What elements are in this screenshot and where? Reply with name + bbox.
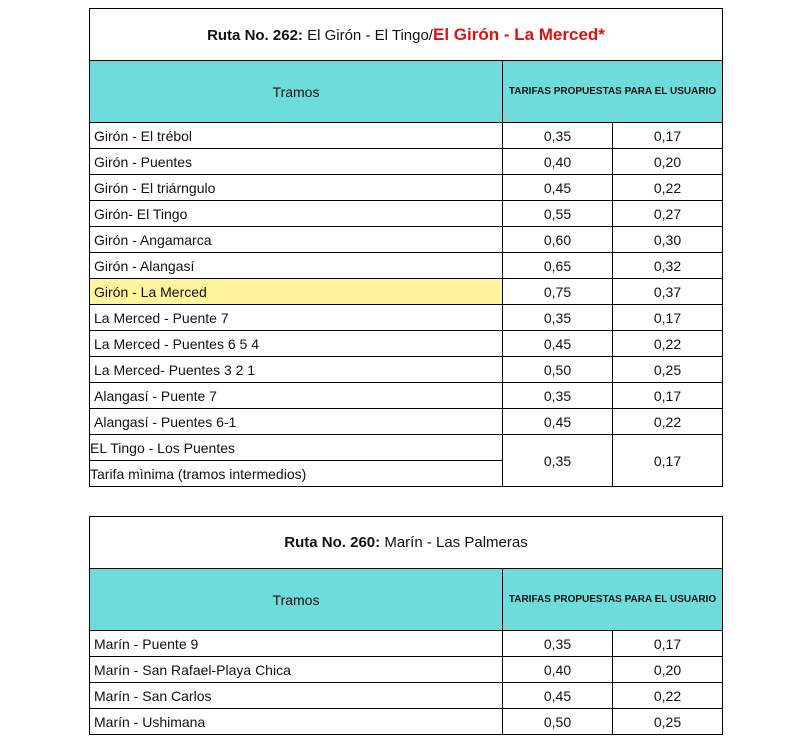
fare-a: 0,65: [503, 253, 613, 279]
fare-a: 0,40: [503, 657, 613, 683]
fare-a: 0,55: [503, 201, 613, 227]
table-row: [90, 253, 723, 279]
segment-name: Girón - El trébol: [90, 123, 503, 149]
fare-a: 0,35: [503, 631, 613, 657]
fare-b: 0,20: [613, 149, 723, 175]
fare-a: 0,35: [503, 123, 613, 149]
table-row: [90, 357, 723, 383]
fare-b: 0,25: [613, 709, 723, 735]
segment-name: Marín - San Carlos: [90, 683, 503, 709]
segment-name: Alangasí - Puentes 6-1: [90, 409, 503, 435]
segment-name: Alangasí - Puente 7: [90, 383, 503, 409]
route-262-header-tramos: Tramos: [90, 61, 503, 123]
table-row: [90, 305, 723, 331]
route-260-header-tarifas: TARIFAS PROPUESTAS PARA EL USUARIO: [503, 569, 723, 631]
segment-name: Girón - Puentes: [90, 149, 503, 175]
fare-a: 0,45: [503, 683, 613, 709]
route-262-title-red: El Girón - La Merced*: [432, 24, 605, 44]
segment-name: Girón - El triárngulo: [90, 175, 503, 201]
route-262-merged-name-1: EL Tingo - Los Puentes: [90, 435, 503, 461]
table-row: [90, 683, 723, 709]
table-row: [90, 657, 723, 683]
fare-b: 0,22: [613, 683, 723, 709]
fare-b: 0,17: [613, 305, 723, 331]
fare-b: 0,17: [613, 383, 723, 409]
segment-name: La Merced - Puente 7: [90, 305, 503, 331]
fare-b: 0,37: [613, 279, 723, 305]
table-row: [90, 331, 723, 357]
route-260-title-main: Marín - Las Palmeras: [384, 534, 528, 551]
table-row: [90, 631, 723, 657]
route-260-title-prefix: Ruta No. 260:: [284, 534, 385, 551]
fare-a: 0,45: [503, 409, 613, 435]
fare-a: 0,75: [503, 279, 613, 305]
route-260-title: [90, 517, 723, 569]
table-row: [90, 709, 723, 735]
fare-a: 0,45: [503, 331, 613, 357]
segment-name: Marín - Ushimana: [90, 709, 503, 735]
fare-b: 0,22: [613, 409, 723, 435]
fare-b: 0,22: [613, 175, 723, 201]
table-row: [90, 383, 723, 409]
table-row: [90, 175, 723, 201]
fare-b: 0,32: [613, 253, 723, 279]
fare-b: 0,22: [613, 331, 723, 357]
segment-name: Girón - Alangasí: [90, 253, 503, 279]
route-260-table: [89, 516, 723, 735]
fare-a: 0,40: [503, 149, 613, 175]
table-row: [90, 149, 723, 175]
table-row: [90, 201, 723, 227]
segment-name: Girón - Angamarca: [90, 227, 503, 253]
segment-name: La Merced- Puentes 3 2 1: [90, 357, 503, 383]
route-262-title: [90, 9, 723, 61]
route-262-header-tarifas: TARIFAS PROPUESTAS PARA EL USUARIO: [503, 61, 723, 123]
fare-b: 0,20: [613, 657, 723, 683]
fare-a: 0,50: [503, 709, 613, 735]
segment-name: Girón - La Merced: [90, 279, 503, 305]
fare-b: 0,17: [613, 631, 723, 657]
fare-b: 0,27: [613, 201, 723, 227]
table-row: [90, 279, 723, 305]
fare-a: 0,50: [503, 357, 613, 383]
table-row: [90, 123, 723, 149]
segment-name: La Merced - Puentes 6 5 4: [90, 331, 503, 357]
route-260-header-tramos: Tramos: [90, 569, 503, 631]
fare-a: 0,35: [503, 383, 613, 409]
route-262-title-prefix: Ruta No. 262:: [207, 26, 308, 44]
route-262-merged-fare-a: 0,35: [503, 435, 613, 487]
fare-b: 0,30: [613, 227, 723, 253]
fare-a: 0,45: [503, 175, 613, 201]
fare-b: 0,25: [613, 357, 723, 383]
fare-b: 0,17: [613, 123, 723, 149]
segment-name: Marín - San Rafael-Playa Chica: [90, 657, 503, 683]
route-262-merged-fare-b: 0,17: [613, 435, 723, 487]
fare-a: 0,35: [503, 305, 613, 331]
table-row: [90, 409, 723, 435]
segment-name: Marín - Puente 9: [90, 631, 503, 657]
table-row: [90, 227, 723, 253]
route-262-title-main: El Girón - El Tingo/: [307, 26, 433, 44]
fare-a: 0,60: [503, 227, 613, 253]
route-262-merged-name-2: Tarifa mìnima (tramos intermedios): [90, 461, 503, 487]
route-262-table: [89, 8, 723, 487]
segment-name: Girón- El Tingo: [90, 201, 503, 227]
